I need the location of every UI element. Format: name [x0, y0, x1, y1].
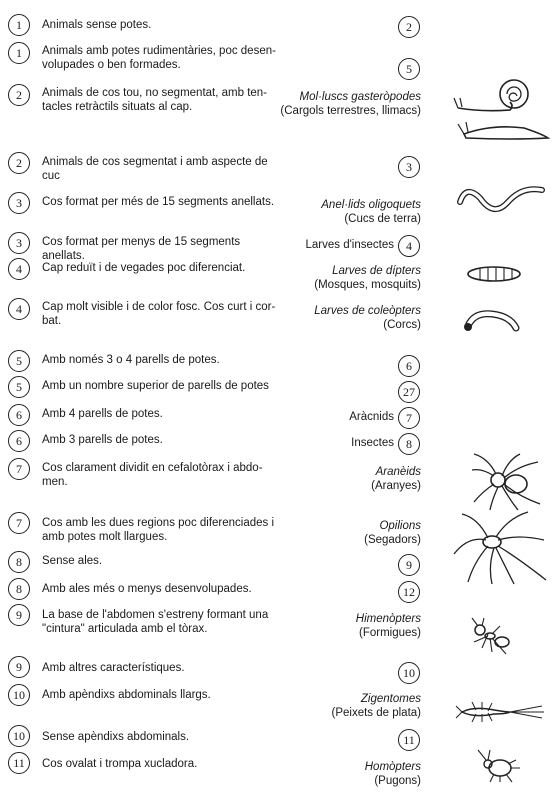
taxon-name: Aràcnids [349, 411, 394, 423]
earthworm-illustration [456, 178, 548, 226]
step-number: 1 [8, 14, 30, 36]
step-number: 8 [8, 551, 30, 573]
step-description: Animals amb potes rudimentàries, poc desen-volupades o ben formades. [42, 45, 276, 71]
goto-number: 11 [398, 729, 420, 751]
taxon-name: Larves de coleòpters [314, 305, 421, 317]
step-description: Amb apèndixs abdominals llargs. [42, 689, 211, 701]
taxon-name: Larves d'insectes [305, 239, 394, 251]
taxon-common-name: (Cargols terrestres, llimacs) [280, 105, 421, 117]
step-description: Sense apèndixs abdominals. [42, 731, 190, 743]
step-number: 5 [8, 350, 30, 372]
step-description: Amb altres característiques. [42, 662, 185, 674]
step-number: 11 [8, 752, 30, 774]
taxon-name: Homòpters [364, 761, 421, 773]
step-description: Amb 3 parells de potes. [42, 434, 163, 446]
step-description: Cos format per menys de 15 segments anellats. [42, 236, 241, 262]
step-number: 5 [8, 376, 30, 398]
step-number: 1 [8, 42, 30, 64]
taxon-common-name: (Formigues) [359, 627, 421, 639]
goto-number: 4 [398, 235, 420, 257]
goto-number: 10 [398, 662, 420, 684]
taxon-label [251, 465, 421, 493]
taxon-common-name: (Segadors) [364, 534, 421, 546]
goto-number: 9 [398, 554, 420, 576]
step-description: Amb només 3 o 4 parells de potes. [42, 354, 220, 366]
step-number: 10 [8, 684, 30, 706]
step-number: 4 [8, 298, 30, 320]
taxon-name: Opilions [379, 520, 421, 532]
goto-number: 27 [398, 381, 420, 403]
step-number: 3 [8, 232, 30, 254]
goto-number: 12 [398, 581, 420, 603]
step-description: Animals de cos tou, no segmentat, amb ten-tacles retràctils situats al cap. [42, 87, 268, 113]
step-description: Animals sense potes. [42, 19, 152, 31]
fly-larva-illustration [464, 262, 524, 286]
taxon-name: Himenòpters [355, 613, 421, 625]
step-description: Cos ovalat i trompa xucladora. [42, 758, 198, 770]
step-number: 10 [8, 725, 30, 747]
step-description: Amb ales més o menys desenvolupades. [42, 583, 252, 595]
step-description: Cos clarament dividit en cefalotòrax i abdo-men. [42, 462, 263, 488]
taxon-name: Aranèids [375, 466, 421, 478]
taxon-common-name: (Corcs) [383, 319, 421, 331]
spider-illustration [468, 452, 548, 512]
taxon-name: Insectes [351, 437, 394, 449]
taxon-label [251, 519, 421, 547]
taxon-common-name: (Aranyes) [371, 480, 421, 492]
taxon-common-name: (Mosques, mosquits) [314, 279, 421, 291]
taxon-common-name: (Cucs de terra) [344, 213, 421, 225]
taxon-label [251, 198, 421, 226]
taxon-name: Larves de dípters [332, 265, 421, 277]
taxon-label [251, 692, 421, 720]
step-number: 4 [8, 258, 30, 280]
taxon-label [251, 264, 421, 292]
taxon-name: Mol·luscs gasteròpodes [299, 91, 421, 103]
goto-number: 6 [398, 355, 420, 377]
taxon-name: Anel·lids oligoquets [321, 199, 421, 211]
taxon-common-name: (Peixets de plata) [331, 707, 421, 719]
taxon-name: Zigentomes [360, 693, 421, 705]
silverfish-illustration [454, 700, 546, 724]
step-number: 9 [8, 656, 30, 678]
beetle-larva-illustration [460, 306, 522, 338]
taxon-label [251, 90, 421, 118]
taxon-label [224, 436, 394, 450]
step-number: 6 [8, 430, 30, 452]
step-description: Amb un nombre superior de parells de potes [42, 380, 269, 392]
ant-illustration [466, 614, 514, 658]
aphid-illustration [474, 748, 522, 784]
step-description: Cap molt visible i de color fosc. Cos curt i cor-bat. [42, 301, 276, 327]
harvestman-illustration [448, 510, 556, 586]
goto-number: 2 [398, 16, 420, 38]
taxon-label [224, 410, 394, 424]
step-description: Cos amb les dues regions poc diferenciades i amb potes molt llargues. [42, 517, 275, 543]
goto-number: 7 [398, 407, 420, 429]
goto-number: 8 [398, 433, 420, 455]
step-number: 7 [8, 512, 30, 534]
step-description: Cap reduït i de vegades poc diferenciat. [42, 262, 246, 274]
step-description: La base de l'abdomen s'estreny formant una "cintura" articulada amb el tòrax. [42, 609, 269, 635]
taxon-common-name: (Pugons) [374, 775, 421, 787]
step-description: Amb 4 parells de potes. [42, 408, 163, 420]
snail-slug-illustration [452, 76, 552, 146]
step-number: 2 [8, 152, 30, 174]
step-number: 7 [8, 458, 30, 480]
goto-number: 5 [398, 58, 420, 80]
step-description: Cos format per més de 15 segments anellats. [42, 196, 275, 208]
step-number: 9 [8, 604, 30, 626]
step-number: 2 [8, 84, 30, 106]
step-number: 8 [8, 578, 30, 600]
step-description: Animals de cos segmentat i amb aspecte de cuc [42, 156, 268, 182]
taxon-label [224, 238, 394, 252]
taxon-label [251, 304, 421, 332]
goto-number: 3 [398, 156, 420, 178]
step-number: 6 [8, 404, 30, 426]
step-number: 3 [8, 192, 30, 214]
taxon-label [251, 612, 421, 640]
step-description: Sense ales. [42, 555, 103, 567]
taxon-label [251, 760, 421, 788]
